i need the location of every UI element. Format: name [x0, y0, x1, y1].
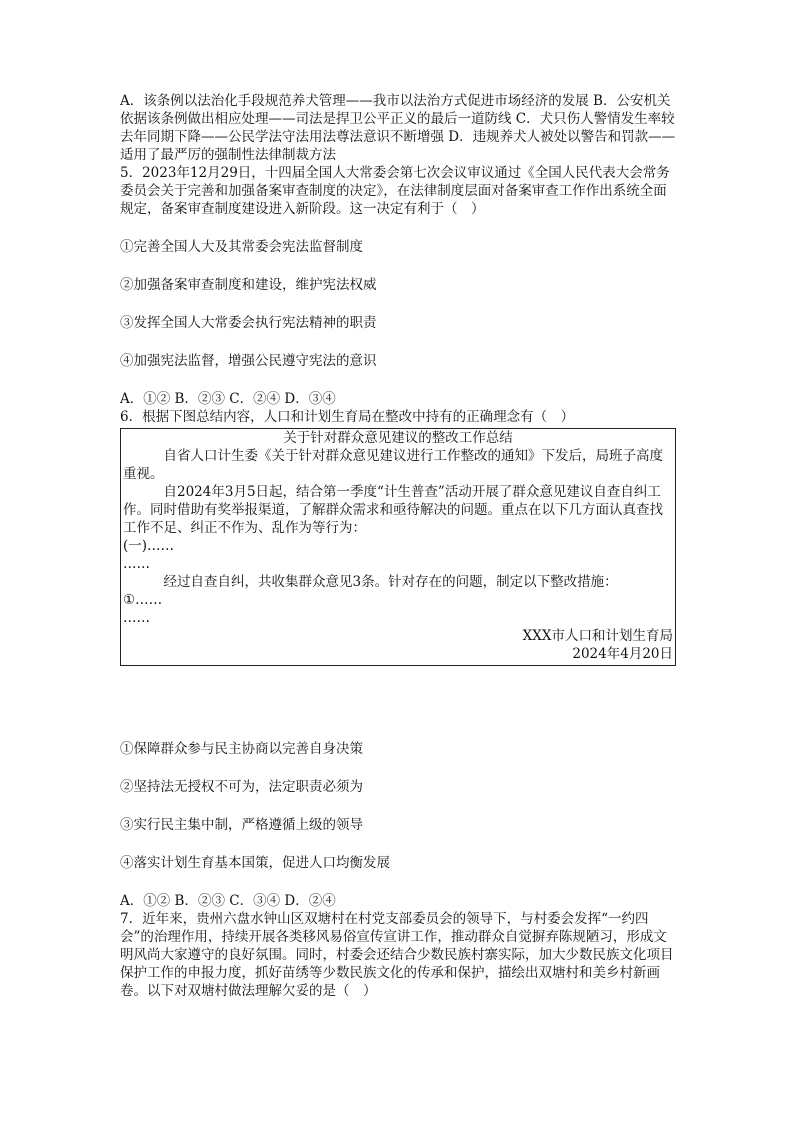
summary-box — [120, 428, 676, 666]
summary-org: XXX市人口和计划生育局 — [522, 628, 673, 644]
q5-item-1: ①完善全国人大及其常委会宪法监督制度 — [120, 239, 363, 255]
q6-item-3: ③实行民主集中制，严格遵循上级的领导 — [120, 817, 363, 833]
summary-para-1: 自省人口计生委《关于针对群众意见建议进行工作整改的通知》下发后，局班子高度重视。 — [123, 448, 663, 482]
summary-ellipsis-1: …… — [123, 556, 150, 572]
document-page — [120, 92, 676, 1000]
q5-item-4: ④加强宪法监督，增强公民遵守宪法的意识 — [120, 353, 377, 369]
q5-item-3: ③发挥全国人大常委会执行宪法精神的职责 — [120, 315, 377, 331]
summary-para-2: 自2024年3月5日起，结合第一季度“计生普查”活动开展了群众意见建议自查自纠工作。同时借助有奖举报渠道，了解群众需求和亟待解决的问题。重点在以下几方面认真查找工作不足、纠正不作为、乱作为等行为： — [123, 484, 663, 536]
summary-list-1: (一)…… — [123, 538, 175, 554]
summary-para-3: 经过自查自纠，共收集群众意见3条。针对存在的问题，制定以下整改措施： — [163, 574, 618, 590]
summary-ellipsis-2: …… — [123, 610, 150, 626]
q7-stem: 7．近年来，贵州六盘水钟山区双塘村在村党支部委员会的领导下，与村委会发挥“一约四会”的治理作用，持续开展各类移风易俗宣传宣讲工作，推动群众自觉摒弃陈规陋习，形成文明风尚大家遵守的良好氛围。同时，村委会还结合少数民族村寨实际，加大少数民族文化项目保护工作的申报力度，抓好苗绣等少数民族文化的传承和保护，描绘出双塘村和美乡村新画卷。以下对双塘村做法理解欠妥的是（ ） — [120, 911, 674, 999]
q6-stem: 6．根据下图总结内容，人口和计划生育局在整改中持有的正确理念有（ ） — [120, 409, 575, 425]
q6-item-4: ④落实计划生育基本国策，促进人口均衡发展 — [120, 855, 390, 871]
q4-options: A．该条例以法治化手段规范养犬管理——我市以法治方式促进市场经济的发展 B．公安机关依据该条例做出相应处理——司法是捍卫公平正义的最后一道防线 C．犬只伤人警情发生率较去年同期下降——公民学法守法用法尊法意识不断增强 D．违规养犬人被处以警告和罚款——适用了最严厉的强制性法律制裁方法 — [120, 93, 676, 163]
q6-choices: A．①② B．②③ C．③④ D．②④ — [120, 893, 336, 909]
summary-title: 关于针对群众意见建议的整改工作总结 — [283, 430, 513, 446]
q5-item-2: ②加强备案审查制度和建设，维护宪法权威 — [120, 277, 377, 293]
q5-choices: A．①② B．②③ C．②④ D．③④ — [120, 391, 336, 407]
q6-item-1: ①保障群众参与民主协商以完善自身决策 — [120, 741, 363, 757]
summary-date: 2024年4月20日 — [572, 646, 673, 662]
spacer — [120, 666, 676, 720]
summary-list-2: ①…… — [123, 592, 163, 608]
q5-stem: 5．2023年12月29日，十四届全国人大常委会第七次会议审议通过《全国人民代表大会常务委员会关于完善和加强备案审查制度的决定》，在法律制度层面对备案审查工作作出系统全面规定，备案审查制度建设进入新阶段。这一决定有利于（ ） — [120, 165, 670, 217]
q6-item-2: ②坚持法无授权不可为，法定职责必须为 — [120, 779, 363, 795]
